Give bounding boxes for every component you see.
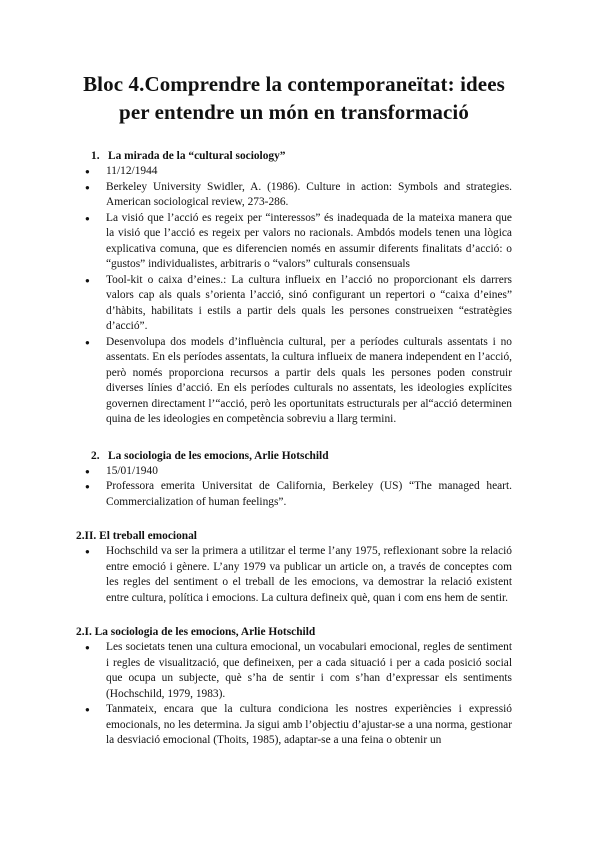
subsection-heading-2-i: 2.I. La sociologia de les emocions, Arlie Hotschild [76, 626, 316, 638]
list-item: ● Hochschild va ser la primera a utilitzar el terme l’any 1975, reflexionant sobre la relació entre emoció i gènere. L’any 1979 va publicar un article on, a través de conceptes com les regles del sentiment o el treball de les emocions, va demostrar la relació existent entre cultura, política i emocions. La cultura defineix què, quan i com ens hem de sentir. [76, 544, 512, 606]
bullet-list-1 [76, 164, 512, 428]
list-item: ● 11/12/1944 [76, 164, 512, 180]
section-number: 2. [91, 449, 100, 462]
bullet-list-3 [76, 544, 512, 606]
list-item: ● La visió que l’acció es regeix per “interessos” és inadequada de la mateixa manera que la visió que l’acció es regeix per valors no racionals. Ambdós models tenen una lògica explicativa comuna, que es diferencien només en assumir diferents finalitats d’acció: o “gustos” individualistes, arbitraris o “valors” culturals consensuals [76, 211, 512, 273]
bullet-list-4 [76, 640, 512, 749]
section-title: La mirada de la “cultural sociology” [108, 150, 286, 162]
section-heading-2 [76, 448, 512, 464]
bullet-list-2 [76, 464, 512, 511]
document-title: Bloc 4.Comprendre la contemporaneïtat: idees per entendre un món en transformació [83, 72, 505, 124]
subsection-heading-2-ii: 2.II. El treball emocional [76, 530, 197, 542]
list-item: ● Tool-kit o caixa d’eines.: La cultura influeix en l’acció no proporcionant els darrers valors cap als quals s’orienta l’acció, sinó configurant un repertori o “caixa d’eines” d’hàbits, habilitats i estils a partir dels quals les persones construeixen “estratègies d’acció”. [76, 273, 512, 335]
list-item: ● Professora emerita Universitat de California, Berkeley (US) “The managed heart. Commercialization of human feelings”. [76, 479, 512, 510]
section-number: 1. [91, 150, 100, 162]
section-heading-1 [76, 148, 512, 164]
section-title: La sociologia de les emocions, Arlie Hotschild [108, 449, 329, 462]
list-item: ● Les societats tenen una cultura emocional, un vocabulari emocional, regles de sentiment i regles de visualització, que defineixen, per a cada situació i per a cada posició social que ocupa un subjecte, què s’ha de sentir i com s’han d’expressar els sentiments (Hochschild, 1979, 1983). [76, 640, 512, 702]
list-item: ● Desenvolupa dos models d’influència cultural, per a períodes culturals assentats i no assentats. En els períodes assentats, la cultura influeix de manera independent en l’acció, però només proporciona recursos a partir dels quals les persones poden construir diverses línies d’acció. En els períodes culturals no assentats, les ideologies explícites governen directament l’“acció, però les oportunitats estructurals per al“acció determinen quina de les ideologies en competència sobreviu a llarg termini. [76, 335, 512, 428]
list-item: ● Berkeley University Swidler, A. (1986). Culture in action: Symbols and strategies. American sociological review, 273-286. [76, 180, 512, 211]
list-item: ● 15/01/1940 [76, 464, 512, 480]
list-item: ● Tanmateix, encara que la cultura condiciona les nostres experiències i expressió emocionals, no les determina. Ja sigui amb l’objectiu d’ajustar-se a una norma, gestionar la desviació emocional (Thoits, 1985), adaptar-se a una feina o obtenir un [76, 702, 512, 749]
